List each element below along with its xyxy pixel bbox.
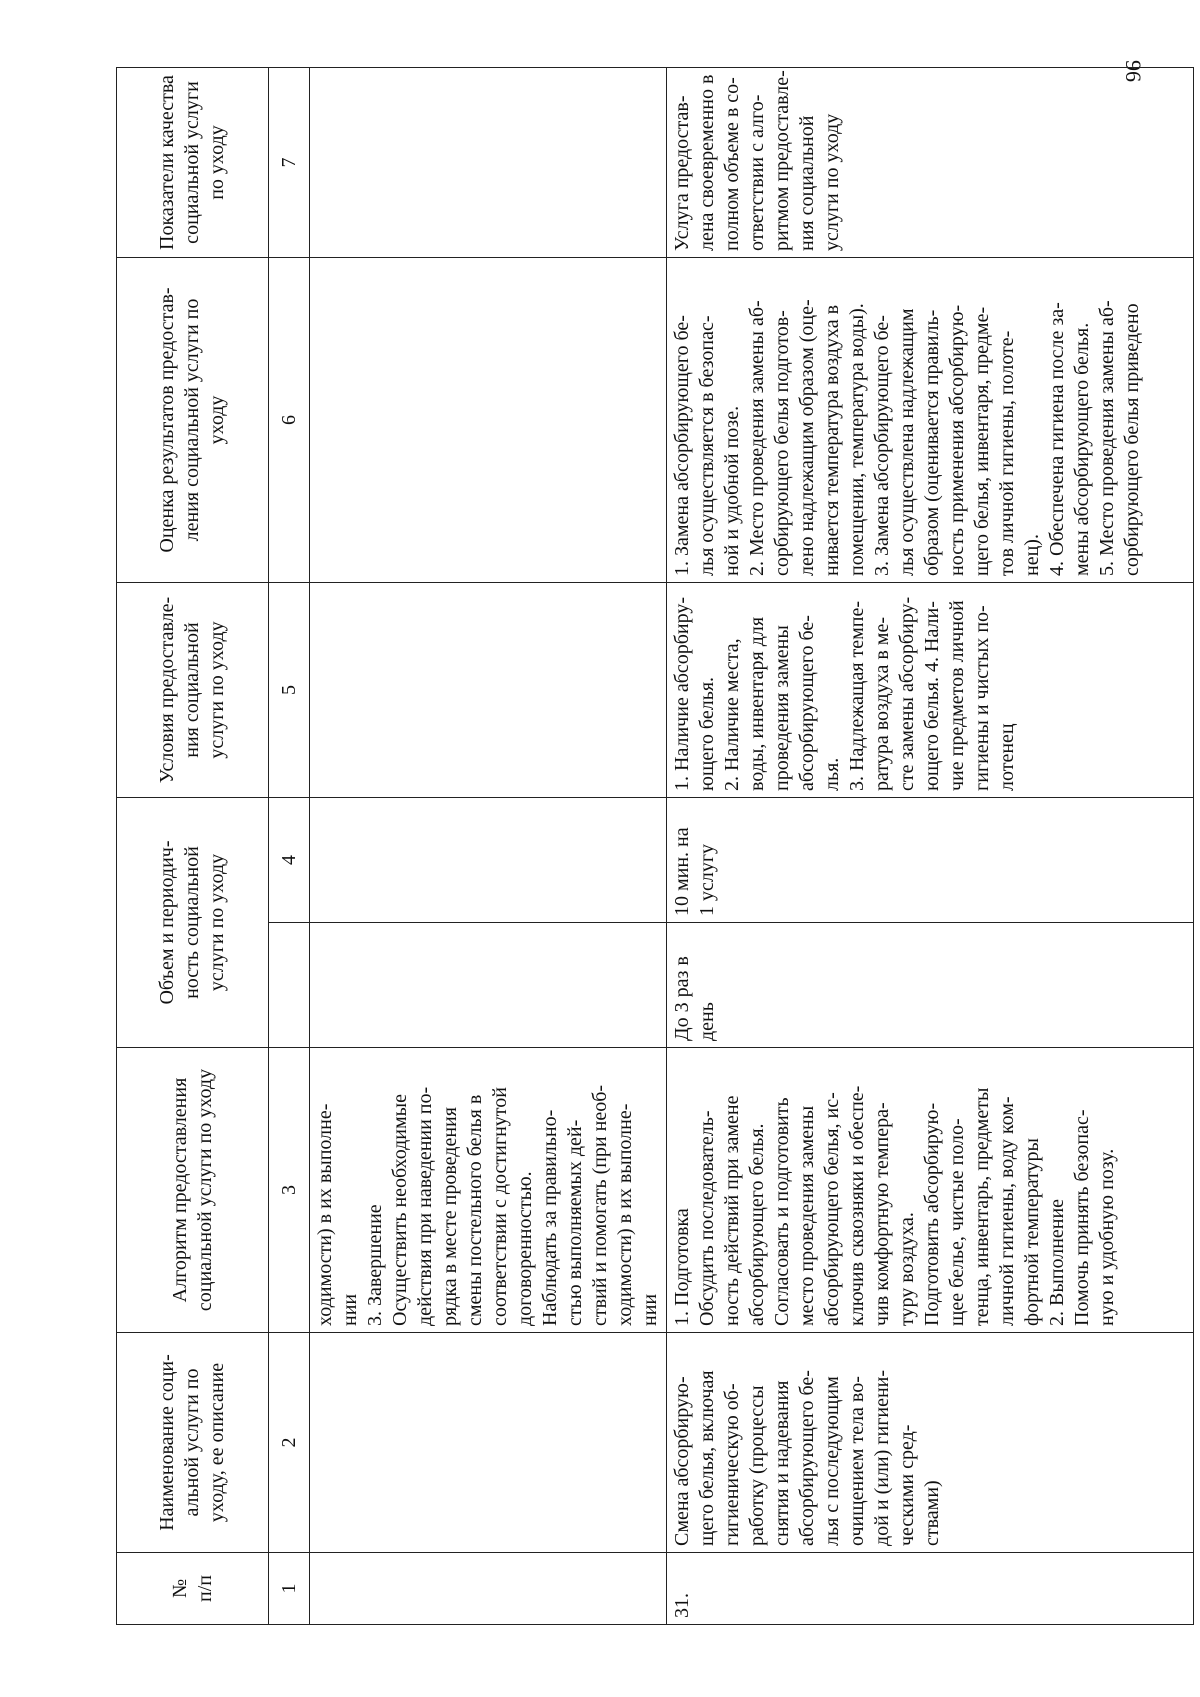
- text-line: ную и удобную позу.: [1096, 1148, 1118, 1326]
- continuation-row: [310, 68, 667, 1625]
- column-number: 3: [269, 1048, 310, 1333]
- service-conditions: [667, 583, 1194, 798]
- header-algorithm: [117, 1048, 269, 1333]
- column-number: 7: [269, 68, 310, 258]
- column-number: 6: [269, 258, 310, 583]
- header-evaluation: [117, 258, 269, 583]
- cell-empty: [310, 583, 667, 798]
- text-line: лено надлежащим образом (оце-: [796, 299, 818, 576]
- text-line: ответствии с алго-: [746, 94, 768, 251]
- text-line: 2. Место проведения замены аб-: [746, 300, 768, 576]
- text-line: нивается температура воздуха в: [821, 304, 843, 576]
- service-quality: [667, 68, 1194, 258]
- table-row-31: [667, 68, 1194, 1625]
- text-line: щего белья, инвентаря, предме-: [971, 306, 993, 576]
- text-line: 3. Надлежащая темпе-: [846, 600, 868, 791]
- text-line: договоренностью.: [514, 1171, 536, 1326]
- continuation-algorithm: [310, 1048, 667, 1333]
- text-line: ность применения абсорбирую-: [946, 304, 968, 576]
- text-line: уходу: [206, 395, 228, 445]
- text-line: 1. Подготовка: [671, 1208, 693, 1326]
- service-volume-split: [667, 798, 1194, 1048]
- text-line: №: [168, 1578, 191, 1599]
- services-table: [116, 67, 1194, 1625]
- text-line: Смена абсорбирую-: [671, 1376, 693, 1546]
- text-line: Услуга предостав-: [671, 95, 693, 251]
- text-line: 1 услугу: [696, 843, 718, 916]
- text-line: ния социальной: [796, 115, 818, 251]
- text-line: ключив сквозняки и обеспе-: [846, 1085, 868, 1326]
- text-line: Подготовить абсорбирую-: [921, 1102, 943, 1326]
- text-line: лья осуществлена надлежащим: [896, 308, 918, 576]
- rotated-table-sheet: [116, 68, 1200, 1625]
- text-line: Оценка результатов предостав-: [156, 287, 178, 553]
- text-line: рядка в месте проведения: [439, 1107, 461, 1326]
- text-line: ствами): [921, 1480, 943, 1546]
- column-number: 1: [269, 1553, 310, 1625]
- text-line: стью выполняемых дей-: [564, 1119, 586, 1326]
- column-number-split: [269, 798, 310, 1048]
- text-line: услуги по уходу: [206, 853, 228, 992]
- text-line: 2. Выполнение: [1046, 1198, 1068, 1326]
- text-line: Наблюдать за правильно-: [539, 1109, 561, 1326]
- cell-empty: [310, 1553, 667, 1625]
- column-number-row: [269, 68, 310, 1625]
- text-line: чие предметов личной: [946, 600, 968, 791]
- text-line: Обсудить последователь-: [696, 1110, 718, 1326]
- header-name: [117, 1333, 269, 1553]
- text-line: сорбирующего белья подготов-: [771, 310, 793, 576]
- text-line: нец).: [1021, 534, 1043, 576]
- text-line: 5. Место проведения замены аб-: [1096, 300, 1118, 576]
- text-line: Помочь принять безопас-: [1071, 1109, 1093, 1326]
- text-line: гигиеническую об-: [721, 1383, 743, 1546]
- text-line: 1. Замена абсорбирующего бе-: [671, 315, 693, 576]
- text-line: щее белье, чистые поло-: [946, 1118, 968, 1326]
- text-line: абсорбирующего бе-: [796, 1370, 818, 1546]
- text-line: тов личной гигиены, полоте-: [996, 330, 1018, 576]
- text-line: лья осуществляется в безопас-: [696, 315, 718, 576]
- text-line: нии: [339, 1293, 361, 1326]
- text-line: социальной услуги: [181, 81, 203, 244]
- text-line: ходимости) в их выполне-: [614, 1103, 636, 1326]
- text-line: 2. Наличие места,: [721, 638, 743, 791]
- header-row: [117, 68, 269, 1625]
- column-number: 5: [269, 583, 310, 798]
- text-line: ность действий при замене: [721, 1095, 743, 1326]
- cell-empty: [310, 68, 667, 258]
- text-line: сорбирующего белья приведено: [1121, 303, 1143, 576]
- text-line: гигиены и чистых по-: [971, 605, 993, 791]
- header-volume: [117, 798, 269, 1048]
- column-number: 4: [269, 798, 309, 923]
- text-line: нии: [639, 1293, 661, 1326]
- text-line: смены постельного белья в: [464, 1094, 486, 1326]
- cell-empty: [310, 258, 667, 583]
- text-line: соответствии с достигнутой: [489, 1087, 511, 1326]
- text-line: Осуществить необходимые: [389, 1094, 411, 1326]
- text-line: 3. Замена абсорбирующего бе-: [871, 315, 893, 576]
- text-line: воды, инвентаря для: [746, 616, 768, 791]
- text-line: лья.: [821, 757, 843, 791]
- text-line: абсорбирующего бе-: [796, 615, 818, 791]
- service-volume: [667, 923, 1193, 1047]
- text-line: чив комфортную темпера-: [871, 1102, 893, 1326]
- text-line: лена своевременно в: [696, 74, 718, 251]
- text-line: абсорбирующего белья.: [746, 1123, 768, 1326]
- header-conditions: [117, 583, 269, 798]
- text-line: полном объеме в со-: [721, 77, 743, 251]
- text-line: образом (оценивается правиль-: [921, 309, 943, 576]
- text-line: ной и удобной позе.: [721, 405, 743, 576]
- text-line: помещении, температура воды).: [846, 303, 868, 576]
- text-line: п/п: [193, 1575, 216, 1602]
- text-line: лотенец: [996, 723, 1018, 791]
- column-number: 2: [269, 1333, 310, 1553]
- text-line: Условия предоставле-: [156, 596, 178, 784]
- service-name: [667, 1333, 1194, 1553]
- text-line: 4. Обеспечена гигиена после за-: [1046, 302, 1068, 576]
- text-line: мены абсорбирующего белья.: [1071, 322, 1093, 576]
- text-line: очищением тела во-: [846, 1376, 868, 1546]
- text-line: Показатели качества: [156, 75, 178, 250]
- text-line: ющего белья. 4. Нали-: [921, 601, 943, 791]
- text-line: снятия и надевания: [771, 1380, 793, 1546]
- text-line: личной гигиены, воду ком-: [996, 1096, 1018, 1326]
- text-line: ления социальной услуги по: [181, 298, 203, 542]
- text-line: абсорбирующего белья, ис-: [821, 1092, 843, 1326]
- header-number: [117, 1553, 269, 1625]
- text-line: ствий и помогать (при необ-: [589, 1084, 611, 1326]
- text-line: 1. Наличие абсорбиру-: [671, 596, 693, 791]
- text-line: лья с последующим: [821, 1376, 843, 1546]
- text-line: Согласовать и подготовить: [771, 1097, 793, 1326]
- text-line: ритмом предоставле-: [771, 70, 793, 251]
- text-line: уходу, ее описание: [206, 1362, 228, 1523]
- text-line: Объем и периодич-: [156, 840, 178, 1005]
- continuation-volume-split: [310, 798, 667, 1048]
- header-quality: [117, 68, 269, 258]
- text-line: ческими сред-: [896, 1424, 918, 1546]
- text-line: Наименование соци-: [156, 1354, 178, 1531]
- cell-empty: [310, 1333, 667, 1553]
- service-periodicity: [667, 798, 1193, 923]
- text-line: услуги по уходу: [206, 621, 228, 759]
- text-line: туру воздуха.: [896, 1212, 918, 1326]
- text-line: ходимости) в их выполне-: [314, 1103, 336, 1326]
- text-line: До 3 раз в: [671, 956, 693, 1041]
- text-line: услуги по уходу: [821, 113, 843, 251]
- service-evaluation: [667, 258, 1194, 583]
- text-line: место проведения замены: [796, 1105, 818, 1326]
- row-number: 31.: [667, 1553, 1194, 1625]
- text-line: 3. Завершение: [364, 1204, 386, 1326]
- text-line: день: [696, 1002, 718, 1041]
- service-algorithm: [667, 1048, 1194, 1333]
- text-line: дой и (или) гигиени-: [871, 1369, 893, 1546]
- text-line: действия при наведении по-: [414, 1086, 436, 1326]
- page-number: 96: [1121, 60, 1146, 82]
- text-line: щего белья, включая: [696, 1370, 718, 1546]
- text-line: 10 мин. на: [671, 827, 693, 916]
- text-line: ность социальной: [181, 846, 203, 999]
- text-line: фортной температуры: [1021, 1138, 1043, 1326]
- text-line: альной услуги по: [181, 1368, 203, 1517]
- text-line: проведения замены: [771, 625, 793, 791]
- text-line: сте замены абсорбиру-: [896, 596, 918, 791]
- text-line: ратура воздуха в ме-: [871, 617, 893, 791]
- text-line: по уходу: [206, 125, 228, 200]
- text-line: тенца, инвентарь, предметы: [971, 1087, 993, 1326]
- text-line: ющего белья.: [696, 676, 718, 791]
- text-line: Алгоритм предоставления: [168, 1077, 191, 1303]
- text-line: ния социальной: [181, 622, 203, 758]
- text-line: социальной услуги по уходу: [193, 1068, 216, 1312]
- text-line: работку (процессы: [746, 1385, 768, 1546]
